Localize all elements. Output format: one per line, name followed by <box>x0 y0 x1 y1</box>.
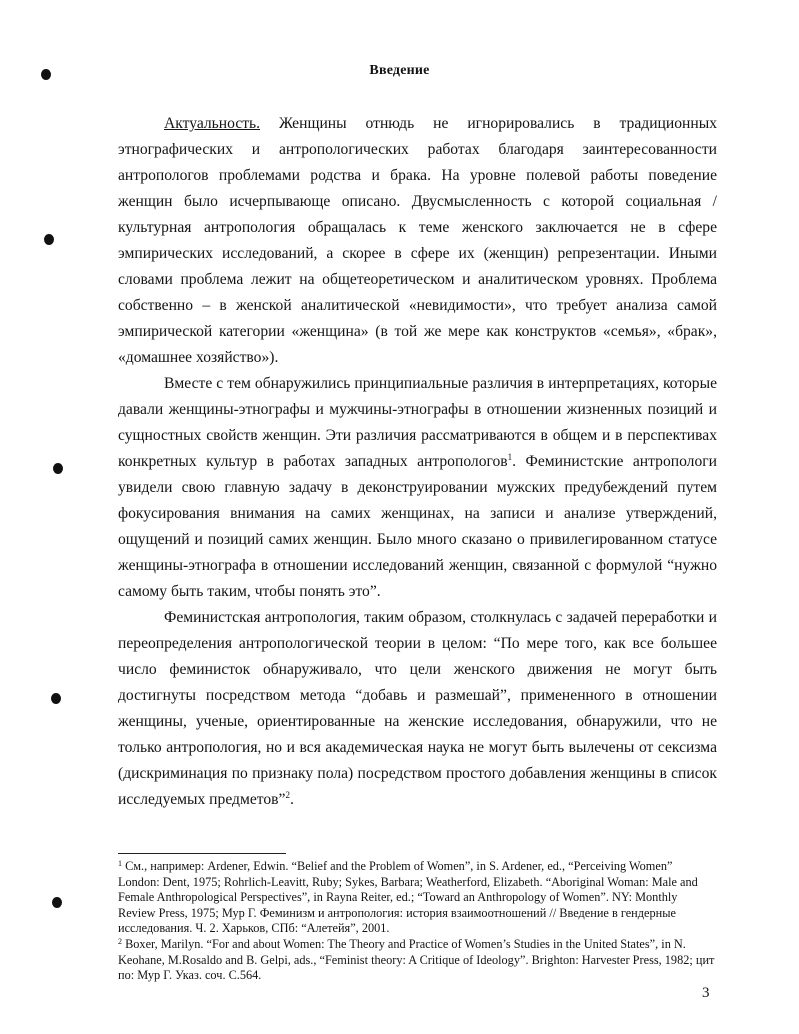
page-title: Введение <box>369 63 430 78</box>
paragraph-text: . <box>289 791 294 808</box>
footnote-reference: 2 <box>285 790 290 800</box>
paragraph <box>118 111 717 371</box>
punch-hole-mark <box>52 897 62 908</box>
footnote-number: 1 <box>118 859 122 868</box>
footnote-number: 2 <box>118 936 122 946</box>
paragraph-text: Феминистская антропология, таким образом, столкнулась с задачей переработки и переопределения антропологической теории в целом: “По мере того, как все большее число феминисток обнаруживало, что цели женского движения не могут быть достигнуты посредством метода “добавь и размешай”, примененного в отношении женщины, ученые, ориентированные на женские исследования, обнаружили, что не только антропология, но и вся академическая наука не могут быть вылечены от сексизма (дискриминация по признаку пола) посредством простого добавления женщины в список исследуемых предметов” <box>118 609 717 808</box>
page-number: 3 <box>702 985 710 1001</box>
punch-hole-mark <box>51 693 61 704</box>
paragraph-lead: Актуальность. <box>164 115 261 132</box>
punch-hole-mark <box>44 234 54 245</box>
footnote-divider <box>118 853 286 854</box>
punch-hole-mark <box>53 463 63 474</box>
paragraph <box>118 371 717 605</box>
footnote-text: См., например: Ardener, Edwin. “Belief and the Problem of Women”, in S. Ardener, ed., “Perceiving Women” London: Dent, 1975; Rohrlich-Leavitt, Ruby; Sykes, Barbara; Weatherford, Elizabeth. “Aboriginal Woman: Male and Female Anthropological Perspectives”, in Rayna Reiter, ed.; “Toward an Anthropology of Women”. NY: Monthly Review Press, 1975; Мур Г. Феминизм и антропология: история взаимоотношений // Введение в гендерные исследования. Ч. 2. Харьков, СПб: “Алетейя”, 2001. <box>118 859 698 936</box>
paragraph <box>118 605 717 813</box>
paragraph-text: . Феминистские антропологи увидели свою главную задачу в деконструировании мужских предубеждений путем фокусирования внимания на самих женщинах, на записи и анализе утверждений, ощущений и позиций самих женщин. Было много сказано о привилегированном статусе женщины-этнографа в отношении исследований женщин, связанной с формулой “нужно самому быть таким, чтобы понять это”. <box>118 453 717 600</box>
footnote-reference: 1 <box>507 452 513 462</box>
paragraph-text: Женщины отнюдь не игнорировались в традиционных этнографических и антропологических работах благодаря заинтересованности антропологов проблемами родства и брака. На уровне полевой работы поведение женщин было исчерпывающе описано. Двусмысленность с которой социальная / культурная антропология обращалась к теме женского заключается не в сфере эмпирических исследований, а скорее в сфере их (женщин) репрезентации. Иными словами проблема лежит на общетеоретическом и аналитическом уровнях. Проблема собственно – в женской аналитической «невидимости», что требует анализа самой эмпирической категории «женщина» (в той же мере как конструктов «семья», «брак», «домашнее хозяйство»). <box>118 115 717 366</box>
footnotes <box>118 859 717 984</box>
footnote <box>118 859 717 937</box>
footnote <box>118 937 717 984</box>
paragraph-text: Вместе с тем обнаружились принципиальные различия в интерпретациях, которые давали женщины-этнографы и мужчины-этнографы в отношении жизненных позиций и сущностных свойств женщин. Эти различия рассматриваются в общем и в перспективах конкретных культур в работах западных антропологов <box>118 375 717 470</box>
main-text <box>118 111 717 813</box>
footnote-text: Boxer, Marilyn. “For and about Women: The Theory and Practice of Women’s Studies in the United States”, in N. Keohane, M.Rosaldo and B. Gelpi, ads., “Feminist theory: A Critique of Ideology”. Brighton: Harvester Press, 1982; цит по: Мур Г. Указ. соч. С.564. <box>118 936 715 983</box>
